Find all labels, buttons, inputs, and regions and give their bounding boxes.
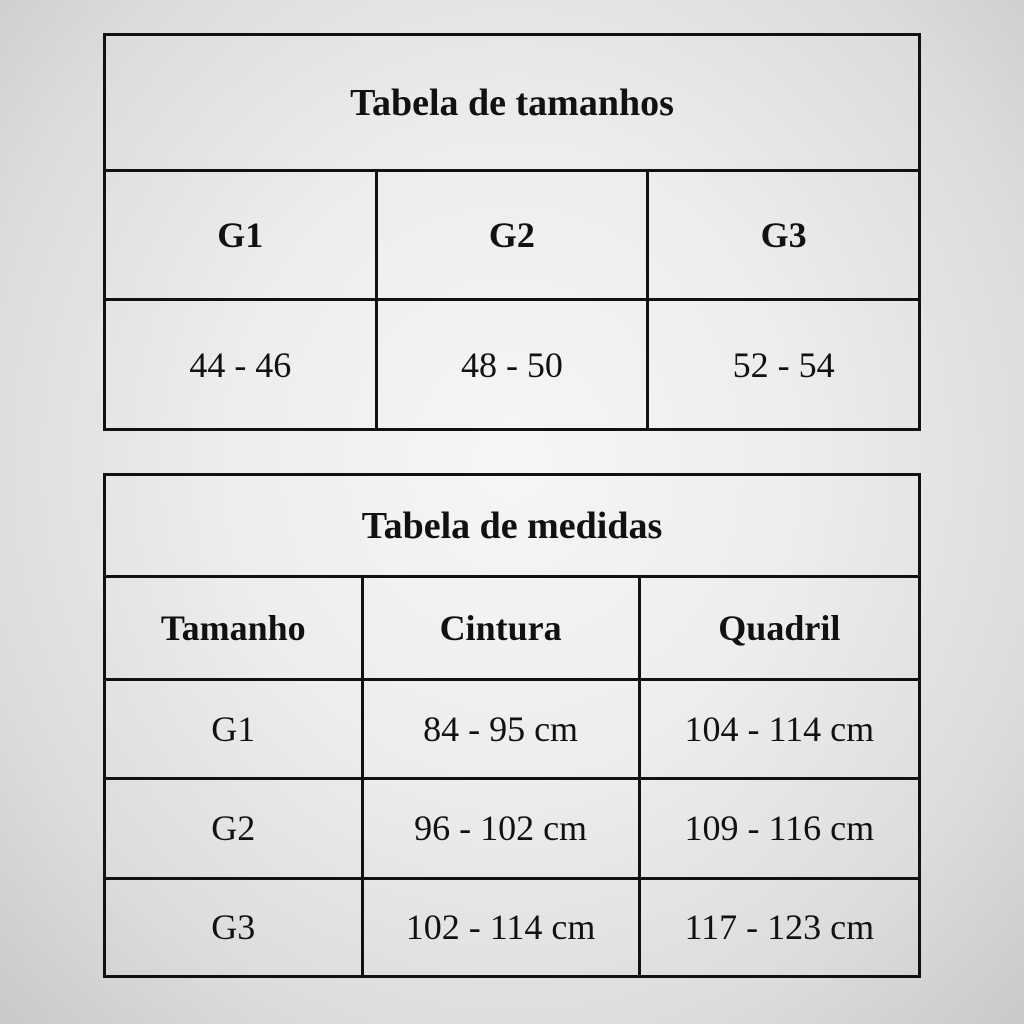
cell-size: G1 — [105, 679, 363, 778]
size-value-g1: 44 - 46 — [105, 300, 377, 430]
table-row — [105, 779, 920, 878]
size-value-g2: 48 - 50 — [376, 300, 648, 430]
size-header-g3: G3 — [648, 171, 920, 300]
cell-size: G3 — [105, 878, 363, 976]
size-header-g1: G1 — [105, 171, 377, 300]
table-title-row — [105, 35, 920, 171]
table-header-row — [105, 577, 920, 679]
sizes-table-title: Tabela de tamanhos — [105, 35, 920, 171]
cell-waist: 84 - 95 cm — [362, 679, 639, 778]
cell-waist: 102 - 114 cm — [362, 878, 639, 976]
cell-size: G2 — [105, 779, 363, 878]
header-tamanho: Tamanho — [105, 577, 363, 679]
size-header-g2: G2 — [376, 171, 648, 300]
sizes-table — [103, 33, 921, 431]
cell-hip: 104 - 114 cm — [639, 679, 919, 778]
cell-hip: 109 - 116 cm — [639, 779, 919, 878]
measures-table — [103, 473, 921, 978]
cell-waist: 96 - 102 cm — [362, 779, 639, 878]
header-cintura: Cintura — [362, 577, 639, 679]
measures-table-title: Tabela de medidas — [105, 475, 920, 577]
size-value-g3: 52 - 54 — [648, 300, 920, 430]
table-title-row — [105, 475, 920, 577]
table-header-row — [105, 171, 920, 300]
cell-hip: 117 - 123 cm — [639, 878, 919, 976]
header-quadril: Quadril — [639, 577, 919, 679]
table-row — [105, 878, 920, 976]
table-row — [105, 300, 920, 430]
table-row — [105, 679, 920, 778]
